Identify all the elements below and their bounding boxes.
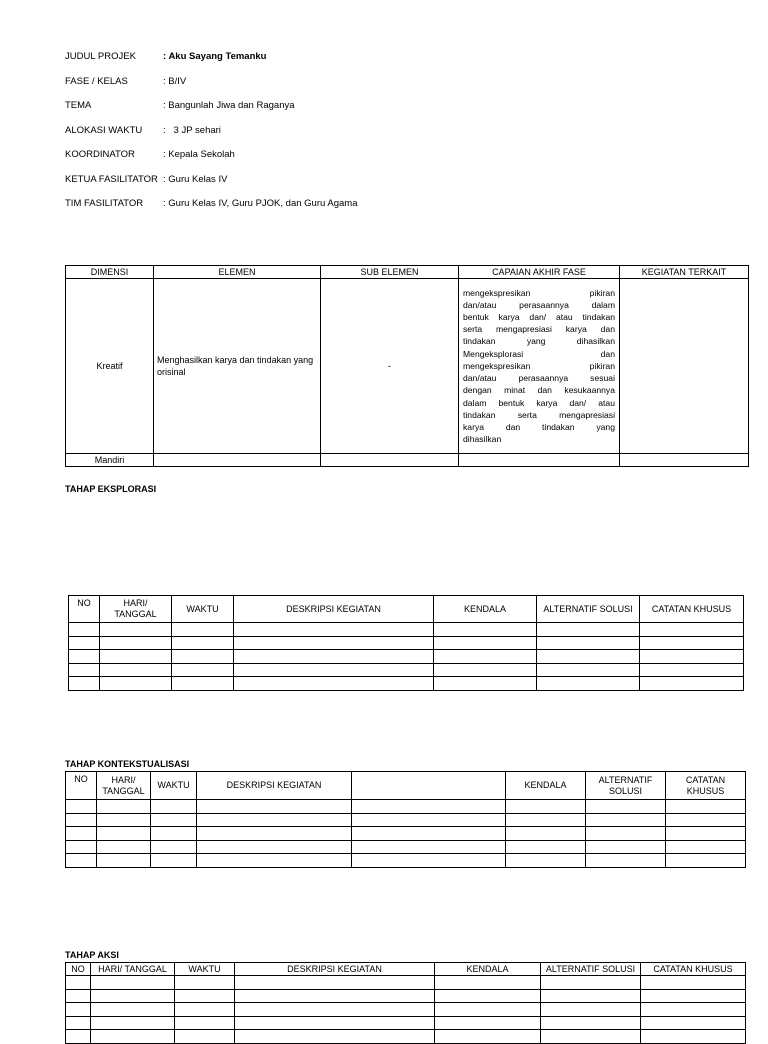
- empty-cell: [151, 800, 197, 814]
- table-row: [66, 800, 746, 814]
- header-cell: HARI/ TANGGAL: [91, 963, 175, 976]
- table-row: [66, 854, 746, 868]
- empty-cell: [434, 623, 537, 637]
- header-cell: CATATAN KHUSUS: [666, 772, 746, 800]
- empty-cell: [69, 677, 100, 691]
- empty-cell: [235, 976, 435, 990]
- empty-cell: [435, 1003, 541, 1017]
- info-row-judul: [65, 51, 358, 76]
- empty-cell: [100, 623, 172, 637]
- capaian-line: karya dan tindakan yang: [463, 421, 615, 432]
- capaian-line: tindakan yang dihasilkan: [463, 336, 615, 347]
- empty-cell: [66, 976, 91, 990]
- empty-cell: [151, 827, 197, 841]
- empty-cell: [234, 623, 434, 637]
- table-row: [69, 677, 744, 691]
- info-value: : Aku Sayang Temanku: [163, 51, 267, 62]
- kontekstualisasi-table: [65, 771, 746, 868]
- empty-cell: [172, 636, 234, 650]
- empty-cell: [541, 1016, 641, 1030]
- empty-cell: [97, 813, 151, 827]
- empty-cell: [537, 677, 640, 691]
- empty-cell: [97, 854, 151, 868]
- capaian-text: [463, 287, 615, 446]
- header-cell: DESKRIPSI KEGIATAN: [197, 772, 352, 800]
- table-body: [66, 800, 746, 868]
- empty-cell: [537, 636, 640, 650]
- info-value: : Guru Kelas IV, Guru PJOK, dan Guru Agama: [163, 198, 358, 209]
- empty-cell: [640, 623, 744, 637]
- empty-cell: [175, 1016, 235, 1030]
- info-label: KOORDINATOR: [65, 149, 135, 160]
- empty-cell: [352, 800, 506, 814]
- header-cell: KENDALA: [506, 772, 586, 800]
- table-header-row: [69, 596, 744, 623]
- empty-cell: [641, 1003, 746, 1017]
- empty-cell: [620, 454, 749, 467]
- header-cell: SUB ELEMEN: [321, 266, 459, 279]
- empty-cell: [69, 636, 100, 650]
- empty-cell: [172, 623, 234, 637]
- header-cell: WAKTU: [175, 963, 235, 976]
- empty-cell: [434, 677, 537, 691]
- info-value: : Bangunlah Jiwa dan Raganya: [163, 100, 295, 111]
- empty-cell: [352, 840, 506, 854]
- table-row: [69, 650, 744, 664]
- section-title-aksi: TAHAP AKSI: [65, 950, 119, 960]
- empty-cell: [641, 1016, 746, 1030]
- empty-cell: [91, 989, 175, 1003]
- table-row: [66, 827, 746, 841]
- dimensi-cell: Mandiri: [66, 454, 154, 467]
- header-cell: WAKTU: [151, 772, 197, 800]
- table-row: [66, 976, 746, 990]
- empty-cell: [151, 813, 197, 827]
- empty-cell: [97, 840, 151, 854]
- empty-cell: [641, 989, 746, 1003]
- header-cell: NO: [69, 596, 100, 623]
- capaian-cell: [459, 279, 620, 454]
- empty-cell: [235, 989, 435, 1003]
- table-row: [66, 813, 746, 827]
- empty-cell: [586, 813, 666, 827]
- empty-cell: [234, 650, 434, 664]
- empty-cell: [100, 663, 172, 677]
- empty-cell: [100, 677, 172, 691]
- section-title-kontekstualisasi: TAHAP KONTEKSTUALISASI: [65, 759, 190, 769]
- empty-cell: [91, 1016, 175, 1030]
- info-value: : B/IV: [163, 75, 187, 87]
- empty-cell: [172, 663, 234, 677]
- table-header-row: [66, 266, 749, 279]
- table-row: [69, 623, 744, 637]
- section-title-eksplorasi: TAHAP EKSPLORASI: [65, 484, 157, 494]
- empty-cell: [541, 976, 641, 990]
- empty-cell: [666, 840, 746, 854]
- empty-cell: [434, 663, 537, 677]
- empty-cell: [641, 1030, 746, 1044]
- empty-cell: [66, 840, 97, 854]
- empty-cell: [666, 813, 746, 827]
- table-body: [66, 976, 746, 1044]
- empty-cell: [640, 663, 744, 677]
- capaian-line: dalam bentuk karya dan/ atau: [463, 397, 615, 408]
- empty-cell: [69, 623, 100, 637]
- empty-cell: [175, 1003, 235, 1017]
- capaian-line: dihasilkan: [463, 434, 502, 445]
- empty-cell: [435, 976, 541, 990]
- table-row: [66, 1030, 746, 1044]
- empty-cell: [586, 800, 666, 814]
- empty-cell: [235, 1003, 435, 1017]
- empty-cell: [97, 800, 151, 814]
- header-cell: [352, 772, 506, 800]
- table-header-row: [66, 772, 746, 800]
- header-cell: WAKTU: [172, 596, 234, 623]
- empty-cell: [586, 840, 666, 854]
- empty-cell: [435, 989, 541, 1003]
- empty-cell: [100, 650, 172, 664]
- empty-cell: [352, 813, 506, 827]
- empty-cell: [197, 827, 352, 841]
- empty-cell: [151, 854, 197, 868]
- aksi-table: [65, 962, 746, 1044]
- empty-cell: [459, 454, 620, 467]
- table-row: [66, 1003, 746, 1017]
- empty-cell: [352, 854, 506, 868]
- empty-cell: [172, 650, 234, 664]
- empty-cell: [234, 663, 434, 677]
- header-cell: DESKRIPSI KEGIATAN: [234, 596, 434, 623]
- empty-cell: [66, 800, 97, 814]
- header-cell: CATATAN KHUSUS: [640, 596, 744, 623]
- empty-cell: [66, 827, 97, 841]
- empty-cell: [235, 1030, 435, 1044]
- empty-cell: [91, 976, 175, 990]
- empty-cell: [666, 827, 746, 841]
- header-cell: ALTERNATIF SOLUSI: [586, 772, 666, 800]
- capaian-line: mengekspresikan pikiran: [463, 360, 615, 371]
- empty-cell: [234, 677, 434, 691]
- empty-cell: [435, 1016, 541, 1030]
- empty-cell: [197, 840, 352, 854]
- capaian-line: bentuk karya dan/ atau tindakan: [463, 312, 615, 323]
- header-cell: KENDALA: [435, 963, 541, 976]
- empty-cell: [586, 827, 666, 841]
- table-row: [66, 454, 749, 467]
- info-value: : Kepala Sekolah: [163, 149, 235, 160]
- empty-cell: [537, 663, 640, 677]
- empty-cell: [172, 677, 234, 691]
- empty-cell: [641, 976, 746, 990]
- empty-cell: [69, 650, 100, 664]
- info-value: : Guru Kelas IV: [163, 173, 228, 185]
- table-row: [66, 279, 749, 454]
- eksplorasi-table: [68, 595, 744, 691]
- header-cell: ELEMEN: [154, 266, 321, 279]
- header-cell: DIMENSI: [66, 266, 154, 279]
- table-header-row: [66, 963, 746, 976]
- empty-cell: [640, 636, 744, 650]
- kegiatan-cell: [620, 279, 749, 454]
- info-row-koordinator: [65, 149, 358, 174]
- empty-cell: [235, 1016, 435, 1030]
- header-cell: KEGIATAN TERKAIT: [620, 266, 749, 279]
- empty-cell: [154, 454, 321, 467]
- header-cell: DESKRIPSI KEGIATAN: [235, 963, 435, 976]
- empty-cell: [66, 1003, 91, 1017]
- info-row-fase: [65, 76, 358, 101]
- empty-cell: [506, 827, 586, 841]
- table-row: [69, 663, 744, 677]
- info-row-ketua: [65, 174, 358, 199]
- empty-cell: [66, 813, 97, 827]
- empty-cell: [537, 623, 640, 637]
- empty-cell: [352, 827, 506, 841]
- empty-cell: [434, 650, 537, 664]
- empty-cell: [66, 854, 97, 868]
- info-label: ALOKASI WAKTU: [65, 124, 143, 136]
- info-label: TEMA: [65, 100, 92, 111]
- header-cell: CAPAIAN AKHIR FASE: [459, 266, 620, 279]
- empty-cell: [435, 1030, 541, 1044]
- empty-cell: [541, 1003, 641, 1017]
- empty-cell: [434, 636, 537, 650]
- dimensi-table: [65, 265, 749, 467]
- info-row-alokasi: [65, 125, 358, 150]
- info-value: : 3 JP sehari: [163, 124, 221, 136]
- empty-cell: [97, 827, 151, 841]
- info-label: KETUA FASILITATOR: [65, 173, 158, 185]
- empty-cell: [506, 840, 586, 854]
- empty-cell: [66, 1016, 91, 1030]
- capaian-line: serta mengapresiasi karya dan: [463, 324, 615, 335]
- table-row: [66, 989, 746, 1003]
- info-row-tim: [65, 198, 358, 223]
- capaian-line: dengan minat dan kesukaannya: [463, 385, 615, 396]
- empty-cell: [506, 813, 586, 827]
- empty-cell: [69, 663, 100, 677]
- elemen-cell: Menghasilkan karya dan tindakan yang orisinal: [154, 279, 321, 454]
- empty-cell: [175, 989, 235, 1003]
- header-cell: HARI/ TANGGAL: [97, 772, 151, 800]
- header-cell: ALTERNATIF SOLUSI: [541, 963, 641, 976]
- empty-cell: [234, 636, 434, 650]
- empty-cell: [640, 677, 744, 691]
- info-label: JUDUL PROJEK: [65, 51, 136, 62]
- empty-cell: [640, 650, 744, 664]
- empty-cell: [175, 1030, 235, 1044]
- empty-cell: [100, 636, 172, 650]
- empty-cell: [175, 976, 235, 990]
- empty-cell: [321, 454, 459, 467]
- header-cell: NO: [66, 963, 91, 976]
- empty-cell: [197, 800, 352, 814]
- empty-cell: [541, 989, 641, 1003]
- table-row: [66, 840, 746, 854]
- empty-cell: [197, 813, 352, 827]
- capaian-line: tindakan serta mengapresiasi: [463, 409, 615, 420]
- empty-cell: [506, 800, 586, 814]
- dimensi-cell: Kreatif: [66, 279, 154, 454]
- project-info: [65, 51, 358, 223]
- empty-cell: [66, 989, 91, 1003]
- empty-cell: [666, 800, 746, 814]
- info-label: FASE / KELAS: [65, 75, 128, 87]
- info-label: TIM FASILITATOR: [65, 198, 144, 209]
- table-body: [69, 623, 744, 691]
- sub-elemen-cell: -: [321, 279, 459, 454]
- empty-cell: [91, 1003, 175, 1017]
- header-cell: ALTERNATIF SOLUSI: [537, 596, 640, 623]
- info-row-tema: [65, 100, 358, 125]
- empty-cell: [537, 650, 640, 664]
- empty-cell: [151, 840, 197, 854]
- capaian-line: mengekspresikan pikiran: [463, 287, 615, 298]
- empty-cell: [541, 1030, 641, 1044]
- table-row: [69, 636, 744, 650]
- empty-cell: [66, 1030, 91, 1044]
- header-cell: KENDALA: [434, 596, 537, 623]
- header-cell: NO: [66, 772, 97, 800]
- header-cell: HARI/ TANGGAL: [100, 596, 172, 623]
- empty-cell: [506, 854, 586, 868]
- empty-cell: [666, 854, 746, 868]
- table-row: [66, 1016, 746, 1030]
- capaian-line: dan/atau perasaannya dalam: [463, 299, 615, 310]
- empty-cell: [586, 854, 666, 868]
- capaian-line: Mengeksplorasi dan: [463, 348, 615, 359]
- empty-cell: [197, 854, 352, 868]
- header-cell: CATATAN KHUSUS: [641, 963, 746, 976]
- capaian-line: dan/atau perasaannya sesuai: [463, 373, 615, 384]
- empty-cell: [91, 1030, 175, 1044]
